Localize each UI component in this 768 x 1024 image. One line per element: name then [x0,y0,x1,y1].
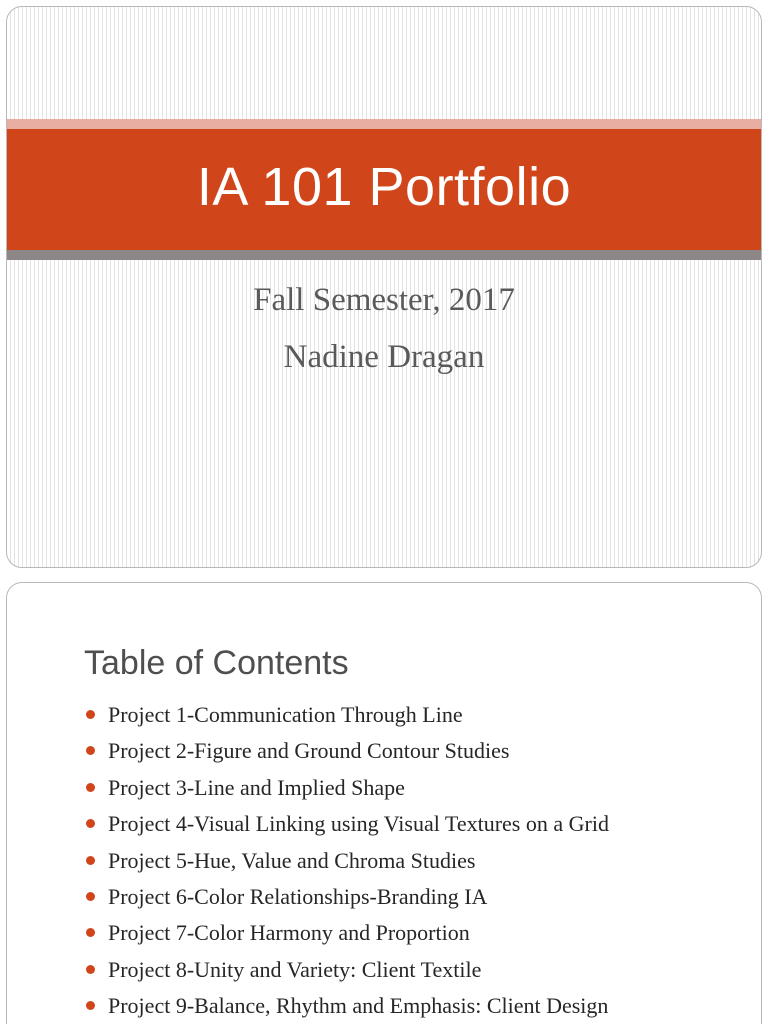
bullet-icon [86,710,95,719]
toc-item-label: Project 4-Visual Linking using Visual Textures on a Grid [108,811,609,837]
toc-item [85,770,609,806]
toc-item-label: Project 5-Hue, Value and Chroma Studies [108,847,476,873]
toc-item [85,988,609,1024]
bullet-icon [86,965,95,974]
toc-item-label: Project 3-Line and Implied Shape [108,774,405,800]
bullet-icon [86,928,95,937]
toc-item [85,806,609,842]
bullet-icon [86,1001,95,1010]
toc-item-label: Project 1-Communication Through Line [108,702,463,727]
toc-item-label: Project 7-Color Harmony and Proportion [108,920,470,946]
bullet-icon [86,856,95,865]
bullet-icon [86,783,95,792]
slide-title: IA 101 Portfolio [196,157,572,217]
slide-subtitle-author: Nadine Dragan [283,339,485,375]
bullet-icon [86,746,95,755]
toc-item [85,733,609,769]
toc-item [85,697,609,733]
gray-accent-stripe [7,250,761,260]
bullet-icon [86,892,95,901]
toc-heading: Table of Contents [84,644,349,682]
slide-subtitle-semester: Fall Semester, 2017 [253,282,515,318]
toc-item-label: Project 2-Figure and Ground Contour Studies [108,738,510,764]
toc-item [85,879,609,915]
toc-item-label: Project 8-Unity and Variety: Client Textile [108,956,482,982]
toc-list [85,697,609,1024]
toc-item [85,915,609,951]
bullet-icon [86,819,95,828]
toc-item [85,843,609,879]
toc-item [85,952,609,988]
contents-slide [6,582,762,1024]
title-slide [6,6,762,568]
toc-item-label: Project 6-Color Relationships-Branding IA [108,883,488,909]
toc-item-label: Project 9-Balance, Rhythm and Emphasis: Client Design [108,993,609,1019]
